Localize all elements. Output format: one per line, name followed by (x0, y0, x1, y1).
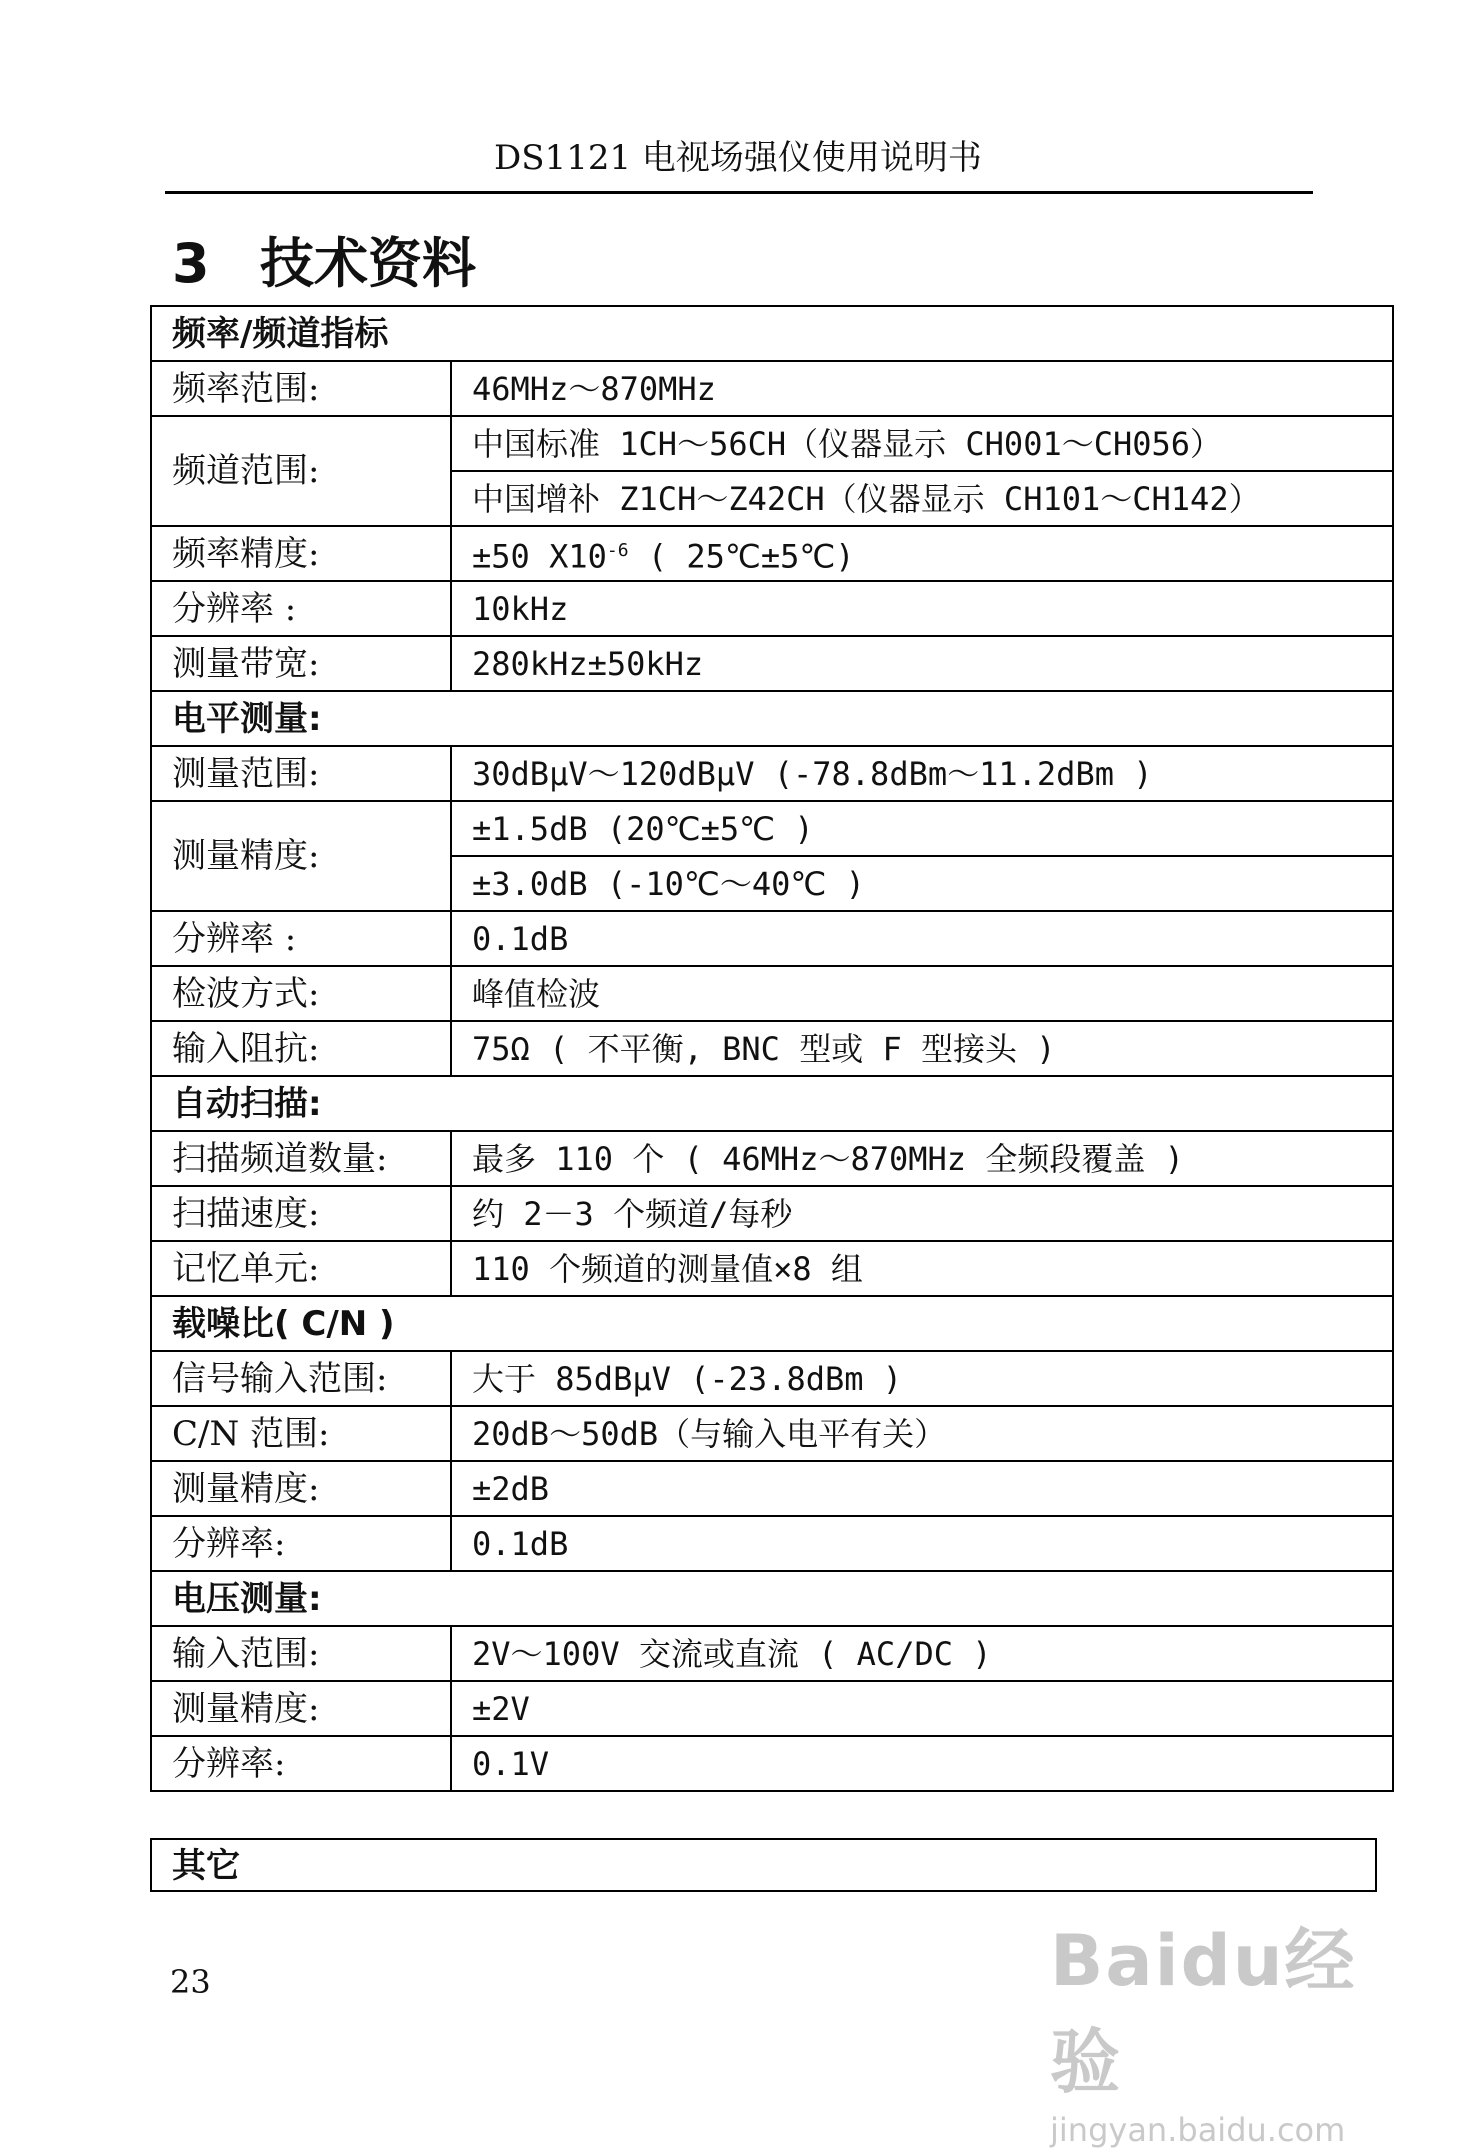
row-label: 输入范围: (151, 1626, 451, 1681)
row-value: 最多 110 个 ( 46MHz～870MHz 全频段覆盖 ) (451, 1131, 1393, 1186)
category-other: 其它 (150, 1838, 1377, 1892)
row-label: 分辨率: (151, 1736, 451, 1791)
category-cn: 载噪比( C/N ) (151, 1296, 1393, 1351)
row-value: 0.1V (451, 1736, 1393, 1791)
section-title: 技术资料 (260, 232, 476, 295)
table-row (151, 1461, 1393, 1516)
row-label: 测量精度: (151, 1681, 451, 1736)
row-label: 输入阻抗: (151, 1021, 451, 1076)
table-row (151, 416, 1393, 471)
row-label: 频率范围: (151, 361, 451, 416)
row-value: 2V～100V 交流或直流 ( AC/DC ) (451, 1626, 1393, 1681)
row-label: 分辨率 : (151, 911, 451, 966)
row-label: 测量精度: (151, 801, 451, 911)
page-number: 23 (170, 1963, 211, 2001)
row-label: 频道范围: (151, 416, 451, 526)
table-row (151, 636, 1393, 691)
table-row (151, 361, 1393, 416)
category-level: 电平测量: (151, 691, 1393, 746)
freq-accuracy-prefix: ±50 X10 (472, 537, 607, 576)
row-value: ±2V (451, 1681, 1393, 1736)
row-value: 30dBμV～120dBμV (-78.8dBm～11.2dBm ) (451, 746, 1393, 801)
row-label: 分辨率 : (151, 581, 451, 636)
table-row (151, 1681, 1393, 1736)
table-row (151, 1351, 1393, 1406)
row-value: 中国标准 1CH～56CH（仪器显示 CH001～CH056） (451, 416, 1393, 471)
freq-accuracy-exponent: -6 (606, 539, 629, 561)
category-scan: 自动扫描: (151, 1076, 1393, 1131)
row-value: 10kHz (451, 581, 1393, 636)
watermark-url: jingyan.baidu.com (1050, 2111, 1346, 2149)
section-heading (172, 232, 476, 296)
table-row (151, 1131, 1393, 1186)
row-label: 信号输入范围: (151, 1351, 451, 1406)
row-value: 20dB～50dB（与输入电平有关） (451, 1406, 1393, 1461)
row-value: 大于 85dBμV (-23.8dBm ) (451, 1351, 1393, 1406)
table-row (151, 306, 1393, 361)
row-label: 测量精度: (151, 1461, 451, 1516)
table-row (151, 1516, 1393, 1571)
baidu-logo: Baidu经验 (1050, 1920, 1357, 2103)
table-row (151, 801, 1393, 856)
table-row (151, 746, 1393, 801)
row-value: ±2dB (451, 1461, 1393, 1516)
category-frequency: 频率/频道指标 (151, 306, 1393, 361)
table-row (151, 1021, 1393, 1076)
row-label: 测量范围: (151, 746, 451, 801)
table-row (151, 1076, 1393, 1131)
row-value: 约 2－3 个频道/每秒 (451, 1186, 1393, 1241)
row-value: 0.1dB (451, 911, 1393, 966)
category-voltage: 电压测量: (151, 1571, 1393, 1626)
table-row (151, 911, 1393, 966)
row-value: 46MHz～870MHz (451, 361, 1393, 416)
table-row (151, 1406, 1393, 1461)
table-row (151, 1241, 1393, 1296)
section-number: 3 (172, 232, 210, 295)
row-label: 检波方式: (151, 966, 451, 1021)
table-row (151, 1626, 1393, 1681)
row-label: C/N 范围: (151, 1406, 451, 1461)
header-divider (165, 191, 1313, 194)
freq-accuracy-suffix: ( 25℃±5℃) (647, 537, 855, 576)
row-value: 峰值检波 (451, 966, 1393, 1021)
table-row (151, 1571, 1393, 1626)
baidu-watermark (1050, 1905, 1390, 2149)
row-value: 280kHz±50kHz (451, 636, 1393, 691)
row-value: 中国增补 Z1CH～Z42CH（仪器显示 CH101～CH142） (451, 471, 1393, 526)
row-label: 记忆单元: (151, 1241, 451, 1296)
document-header-title: DS1121 电视场强仪使用说明书 (494, 138, 982, 178)
row-value: 110 个频道的测量值×8 组 (451, 1241, 1393, 1296)
row-value: 0.1dB (451, 1516, 1393, 1571)
row-label: 测量带宽: (151, 636, 451, 691)
table-row (151, 1736, 1393, 1791)
row-value: ±1.5dB (20℃±5℃ ) (451, 801, 1393, 856)
spec-table (150, 305, 1394, 1792)
table-row (151, 1186, 1393, 1241)
table-row (151, 966, 1393, 1021)
row-value: ±3.0dB (-10℃～40℃ ) (451, 856, 1393, 911)
table-row (151, 581, 1393, 636)
table-row (151, 526, 1393, 581)
row-label: 扫描频道数量: (151, 1131, 451, 1186)
row-value: 75Ω ( 不平衡, BNC 型或 F 型接头 ) (451, 1021, 1393, 1076)
row-label: 分辨率: (151, 1516, 451, 1571)
row-label: 频率精度: (151, 526, 451, 581)
row-value (451, 526, 1393, 581)
table-row (151, 691, 1393, 746)
table-row (151, 1296, 1393, 1351)
row-label: 扫描速度: (151, 1186, 451, 1241)
